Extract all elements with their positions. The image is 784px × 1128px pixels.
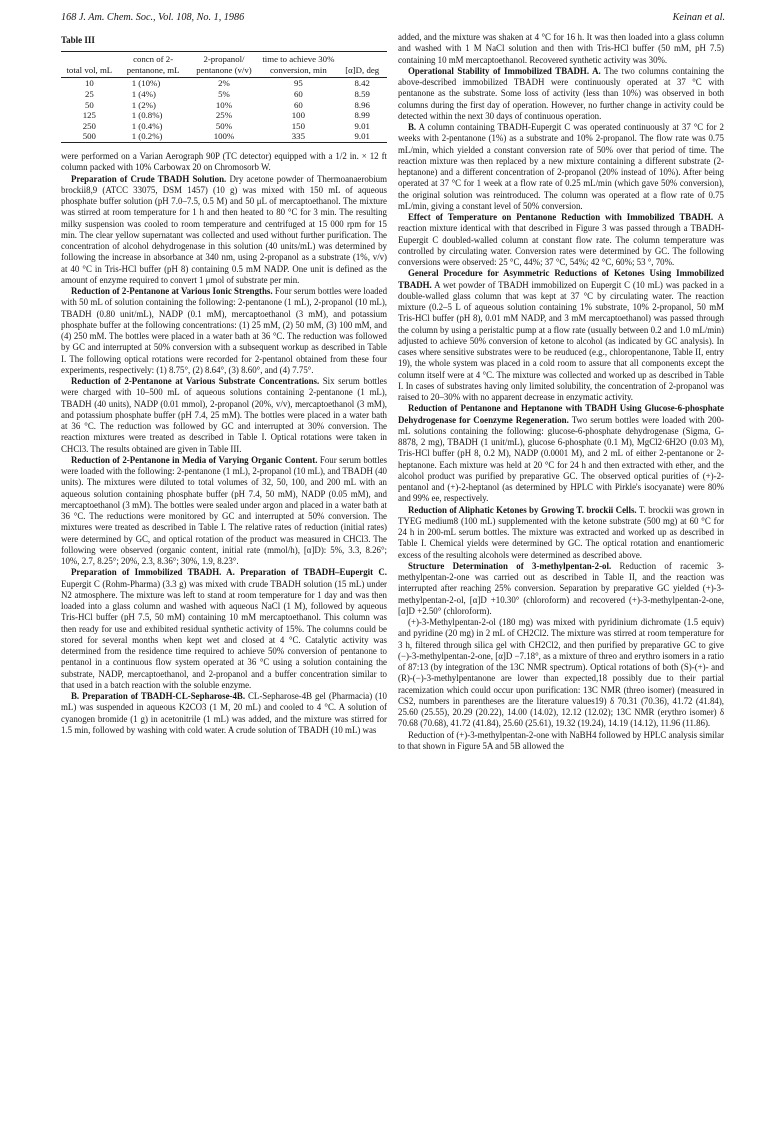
- table-cell: 1 (0.8%): [131, 110, 163, 121]
- table-body: [61, 78, 387, 143]
- paragraph-heading: Preparation of Immobilized TBADH. A. Preparation of TBADH–Eupergit C.: [71, 567, 387, 578]
- paragraph-text: Eupergit C (Rohm-Pharma) (3.3 g) was mixed with crude TBADH solution (15 mL) under N2 atmosphere. The mixture was left to stand at room temperature for 1 day and was then loaded into a glass column and washed with aqueous NaCl (1 M), followed by aqueous Tris-HCl buffer (pH 7.5, 50 mM) containing 10 mM mercaptoethanol. This column was then ready for use and exhibited residual synthetic activity of 15%. The columns could be stored for several months when kept wet and closed at 4 °C. Catalytic activity was determined from the residence time required to achieve 50% conversion of pentanone to pentanol in a continuous flow system operated at 36 °C using a solution containing the substrate, NADP, mercaptoethanol, and 2-propanol and a buffer concentration similar to that used in a batch reaction with the soluble enzyme.: [61, 578, 387, 690]
- table-cell: 9.01: [354, 131, 370, 142]
- paragraph-heading: Effect of Temperature on Pentanone Reduction with Immobilized TBADH.: [408, 212, 714, 222]
- paragraph-text: (+)-3-Methylpentan-2-ol (180 mg) was mixed with pyridinium dichromate (1.5 equiv) and pyridine (20 mg) in 2 mL of CH2Cl2. The mixture was stirred at room temperature for 3 h, filtered through silica gel with CH2Cl2, and then purified by preparative GC to give (−)-3-methylpentan-2-one, [α]D −7.18°, as a mixture of threo and erythro isomers in a ratio of 87:13 (by integration of the 13C NMR spectrum). Optical rotations of both (S)-(+)- and (R)-(−)-3-methylpentanone are lower than expected,18 possibly due to their partial racemization which could occur upon purification: 13C NMR (threo isomer) (measured in CS2, numbers in parentheses are the literature values19) δ 70.31 (70.36), 41.72 (41.84), 25.60 (25.55), 20.29 (20.22), 14.00 (14.02), 12.12 (12.02); 13C NMR (erythro isomer) δ 70.68 (70.68), 41.72 (41.84), 25.60 (25.61), 19.32 (19.24), 14.19 (14.12), 11.96 (11.86).: [398, 617, 724, 729]
- paragraph: [398, 561, 724, 617]
- paragraph: [398, 66, 724, 122]
- table-cell: 60: [293, 89, 303, 100]
- paragraph-text: Dry acetone powder of Thermoanaerobium brockii8,9 (ATCC 33075, DSM 1457) (10 g) was mixed with 150 mL of aqueous phosphate buffer solution (pH 7.0–7.5, 0.5 M) and 50 μL of mercaptoethanol. The mixture was stirred at room temperature for 1 h and then heated to 80 °C for 3 min. The resulting milky suspension was cooled to room temperature and centrifuged at 15 000 rpm for 15 min. The clear yellow supernatant was collected and used without further purification. The concentration of alcohol dehydrogenase in this solution (40 units/mL) was determined by following the increase in absorbance at 340 nm, using 2-propanol as a substrate (1%, v/v) at 40 °C in Tris-HCl buffer (pH 8) containing 0.5 mM NADP. One unit is defined as the amount of enzyme required to convert 1 μmol of substrate per min.: [61, 173, 387, 285]
- paragraph-text: Six serum bottles were charged with 10–500 mL of aqueous solutions containing 2-pentanone (1 mL), TBADH (40 units), NADP (0.01 mmol), 2-propanol (20%, v/v), mercaptoethanol (3 mM), and potassium phosphate buffer (pH 7.4, 25 mM). The bottles were placed in a water bath at 36 °C. The reduction was followed by GC and interrupted at 30% conversion. The reaction mixtures were treated as described in Table I. Optical rotations were taken in CHCl3. The results obtained are given in Table III.: [61, 376, 387, 454]
- table-header-cell: total vol, mL: [61, 52, 118, 78]
- table-cell: 8.42: [354, 78, 370, 89]
- table-header-cell: [α]D, deg: [337, 52, 387, 78]
- paragraph-heading: General Procedure for Asymmetric Reductions of Ketones Using Immobilized TBADH.: [398, 268, 724, 290]
- paragraph-text: CL-Sepharose-4B gel (Pharmacia) (10 mL) was suspended in aqueous K2CO3 (1 M, 20 mL) and cooled to 4 °C. A solution of cyanogen bromide (1 g) in acetonitrile (1 mL) was added, and the mixture was stirred for 1.5 min, followed by washing with cold water. A crude solution of TBADH (10 mL) was: [61, 691, 387, 735]
- paragraph: [398, 403, 724, 504]
- paragraph-heading: Preparation of Crude TBADH Solution.: [71, 173, 227, 184]
- table-cell: 8.96: [354, 99, 370, 110]
- table-cell: 10: [84, 78, 94, 89]
- running-head: [61, 12, 725, 28]
- table-cell: 250: [82, 120, 96, 131]
- paragraph: [61, 455, 387, 568]
- paragraph-text: added, and the mixture was shaken at 4 °C for 16 h. It was then loaded into a glass column and washed with 1 M NaCl solution and then with Tris-HCl buffer (50 mM, pH 7.5) containing 10 mM mercaptoethanol. Recovered synthetic activity was 30%.: [398, 32, 724, 65]
- paragraph-text: A column containing TBADH-Eupergit C was operated continuously at 37 °C for 2 weeks with 2-pentanone (1%) as a substrate and 10% 2-propanol. The flow rate was 0.75 mL/min, which yielded a constant conversion rate of 50% over that period of time. The reaction mixture was then replaced by a new mixture containing a different substrate (2-heptanone) and a different concentration of 2-propanol (20% instead of 10%). After being operated at 37 °C for 1 week at a flow rate of 0.25 mL/min (which gave 50% conversion), the original solution was reintroduced. The column was operated at a flow rate of 0.75 mL/min, giving a constant level of 50% conversion.: [398, 122, 724, 211]
- table-row: [61, 110, 387, 121]
- table-row: [61, 121, 387, 132]
- table-cell: 8.59: [354, 89, 370, 100]
- table-cell: 60: [293, 99, 303, 110]
- paragraph-text: Reduction of racemic 3-methylpentan-2-one was carried out as described in Table II, and the reaction was interrupted after reaching 25% conversion. Separation by preparative GC yielded (+)-3-methylpentan-2-ol, [α]D +10.30° (chloroform) and recovered (+)-3-methylpentan-2-one, [α]D +2.50° (chloroform).: [398, 560, 725, 616]
- table-header-row: [61, 52, 387, 78]
- table-row: [61, 78, 387, 89]
- table-cell: 1 (10%): [131, 78, 161, 89]
- table-cell: 5%: [218, 89, 230, 100]
- paragraph: [398, 122, 724, 212]
- table-cell: 150: [291, 120, 305, 131]
- paragraph-text: Four serum bottles were loaded with 50 mL of solution containing the following: 2-pentanone (1 mL), 2-propanol (10 mL), TBADH (0.80 unit/mL), NADP (0.1 mM), mercaptoethanol (3 mM), and potassium phosphate buffer at the following concentrations: (1) 25 mM, (2) 50 mM, (3) 100 mM, and (4) 250 mM. The bottles were placed in a water bath at 36 °C. The reduction was followed by GC and interrupted at 50% conversion with a subsequent workup as described in Table I. The following optical rotations were recorded for 2-pentanol obtained from these four experiments, respectively: (1) 8.75°, (2) 8.64°, (3) 8.60°, and (4) 7.75°.: [61, 286, 388, 375]
- table-cell: 125: [82, 110, 96, 121]
- table-cell: 2%: [218, 78, 230, 89]
- paragraph-heading: Operational Stability of Immobilized TBADH. A.: [408, 65, 601, 76]
- table-row: [61, 131, 387, 142]
- paragraph: [61, 376, 387, 455]
- table-cell: 25: [84, 89, 94, 100]
- paragraph: [61, 286, 387, 376]
- paragraph-text: Reduction of (+)-3-methylpentan-2-one with NaBH4 followed by HPLC analysis similar to that shown in Figure 5A and 5B allowed the: [398, 729, 724, 751]
- paragraph-text: A reaction mixture identical with that described in Figure 3 was passed through a TBADH-Eupergit C doubled-walled column at constant flow rate. The column temperature was controlled by circulating water. Conversion rates were determined by GC. The following conversions were observed: 25 °C, 44%; 37 °C, 54%; 42 °C, 60%; 53 °, 70%.: [398, 212, 724, 267]
- right-column: [398, 32, 724, 752]
- paragraph-heading: Reduction of 2-Pentanone at Various Substrate Concentrations.: [71, 376, 320, 386]
- table-row: [61, 100, 387, 111]
- paragraph: [398, 617, 724, 730]
- paragraph-heading: B. Preparation of TBADH-CL-Sepharose-4B.: [71, 691, 246, 701]
- table-cell: 50%: [215, 120, 233, 131]
- left-column: [61, 32, 387, 736]
- paragraph: [398, 212, 724, 268]
- paragraph: [61, 567, 387, 691]
- running-head-citation: 168 J. Am. Chem. Soc., Vol. 108, No. 1, 1986: [61, 12, 245, 23]
- paragraph: [398, 268, 724, 403]
- table-cell: 95: [293, 78, 303, 89]
- table-title: Table III: [61, 35, 95, 45]
- table-header-cell: time to achieve 30% conversion, min: [259, 52, 337, 78]
- paragraph-heading: B.: [408, 122, 417, 132]
- paragraph-text: T. brockii was grown in TYEG medium8 (100 mL) supplemented with the ketone substrate (500 mg) at 60 °C for 24 h in 200-mL serum bottles. The mixture was extracted and worked up as described in Table I. Chemical yields were determined by GC. The optical rotation and enantiomeric excess of the resulting alcohols were determined as described above.: [398, 504, 725, 560]
- table-cell: 1 (2%): [131, 99, 156, 110]
- paragraph: [61, 174, 387, 287]
- table-cell: 1 (0.2%): [131, 131, 163, 142]
- table-cell: 50: [84, 99, 94, 110]
- paragraph-heading: Reduction of 2-Pentanone at Various Ionic Strengths.: [71, 286, 273, 296]
- table-cell: 25%: [215, 110, 233, 121]
- paragraph-heading: Reduction of Pentanone and Heptanone with TBADH Using Glucose-6-phosphate Dehydrogenase for Coenzyme Regeneration.: [398, 403, 724, 425]
- paragraph: [398, 32, 724, 66]
- table-header-cell: concn of 2-pentanone, mL: [118, 52, 189, 78]
- data-table: [61, 51, 387, 143]
- paragraph-text: were performed on a Varian Aerograph 90P (TC detector) equipped with a 1/2 in. × 12 ft column packed with 10% Carbowax 20 on Chromosorb W.: [61, 151, 387, 173]
- table-cell: 335: [291, 131, 305, 142]
- table-row: [61, 89, 387, 100]
- paragraph: [61, 151, 387, 174]
- paragraph: [61, 691, 387, 736]
- paragraph-text: A wet powder of TBADH immobilized on Eupergit C (10 mL) was packed in a double-walled glass column that was kept at 37 °C by circulating water. The reaction mixture (0.2–5 L of aqueous solution containing 1% substrate, 10% 2-propanol, 50 mM Tris-HCl buffer (pH 8), 0.01 mM NADP, and 3 mM mercaptoethanol) was passed through the column by using a peristaltic pump at a flow rate (usually between 0.2 and 1.0 mL/min) adjusted to achieve 50% conversion of ketone to alcohol (as indicated by GC analysis). In cases where sensitive substrates were to be reuduced (e.g., chloropentanone, Table II, entry 19), the whole system was placed in a cold room to assure that all components except the column itself were at 4 °C. The mixture was collected and worked up as described in Table I. In cases of substrates having only limited solubility, the concentration of 2-propanol was raised to 20–30% with no apparent decrease in enzymatic activity.: [398, 279, 724, 402]
- running-head-authors: Keinan et al.: [672, 12, 725, 23]
- table-cell: 10%: [215, 99, 233, 110]
- table-cell: 1 (0.4%): [131, 120, 163, 131]
- table-cell: 9.01: [354, 120, 370, 131]
- table-cell: 8.99: [354, 110, 370, 121]
- table-cell: 100: [291, 110, 305, 121]
- table-cell: 500: [82, 131, 96, 142]
- paragraph: [398, 505, 724, 561]
- paragraph-heading: Structure Determination of 3-methylpentan-2-ol.: [408, 560, 612, 571]
- right-column-text: [398, 32, 724, 752]
- paragraph: [398, 730, 724, 753]
- paragraph-heading: Reduction of 2-Pentanone in Media of Varying Organic Content.: [71, 454, 318, 465]
- paragraph-text: The two columns containing the above-described immobilized TBADH were continuously operated at 37 °C with pentanone as the substrate. Some loss of activity (less than 10%) was observed in both columns during the first day of operation. However, no further change in activity could be detected within the next 30 days of continuous operation.: [398, 65, 724, 121]
- paragraph-text: Four serum bottles were loaded with the following: 2-pentanone (1 mL), 2-propanol (10 mL), and TBADH (40 units). The mixtures were diluted to total volumes of 32, 50, 100, and 200 mL with an aqueous solution containing phosphate buffer (pH 7.4, 50 mM), NADP (0.05 mM), and mercaptoethanol (3 mM). The bottles were sealed under argon and placed in a water bath at 36 °C. The reductions were monitored by GC and interrupted at 50% conversion. The mixtures were treated as described in Table I. The relative rates of reduction (initial rates) were determined by GC, and optical rotation of the product was measured in CHCl3. The following were observed (organic content, initial rate (mmol/h), [α]D): 5%, 3.3, 8.26°; 10%, 2.7, 8.25°; 20%, 2.3, 8.36°; 30%, 1.9, 8.23°.: [61, 454, 387, 566]
- paragraph-heading: Reduction of Aliphatic Ketones by Growing T. brockii Cells.: [408, 504, 637, 515]
- table-cell: 1 (4%): [131, 89, 156, 100]
- paragraph-text: Two serum bottles were loaded with 200-mL solutions containing the following: glucose-6-phosphate dehydrogenase (Sigma, G-8878, 2 mg), TBADH (1 unit/mL), glucose 6-phosphate (0.1 M), MgCl2·6H2O (0.03 M), Tris-HCl buffer (pH 8, 0.2 M), NADP (0.0001 M), and 2 mL of either 2-pentanone or 2-heptanone. Each mixture was held at 20 °C for 24 h and then extracted with ether, and the alcohol product was purified by preparative GC. The observed optical purities of (+)-2-pentanol and (+)-2-heptanol (as determined by HPLC with Pirkle's isocyanate) were 80% and 99% ee, respectively.: [398, 414, 724, 504]
- table-cell: 100%: [213, 131, 235, 142]
- left-column-text: [61, 151, 387, 736]
- table-header-cell: 2-propanol/ pentanone (v/v): [189, 52, 260, 78]
